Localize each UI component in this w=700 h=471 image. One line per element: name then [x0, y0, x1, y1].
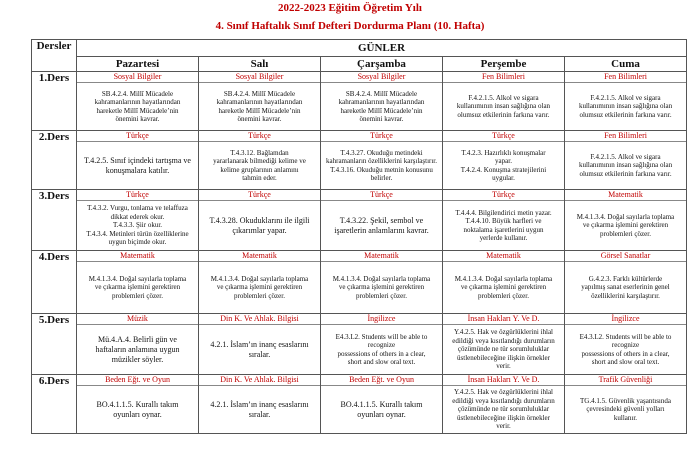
- page-title: 2022-2023 Eğitim Öğretim Yılı: [278, 2, 422, 14]
- day-header-carsamba: Çarşamba: [321, 57, 443, 72]
- lesson-cell: [565, 131, 687, 190]
- dersler-header: Dersler: [32, 40, 77, 72]
- lesson-cell: [321, 314, 443, 375]
- subject-name: Beden Eğt. ve Oyun: [77, 375, 198, 386]
- lesson-cell: [443, 314, 565, 375]
- objective-text: 4.2.1. İslam’ın inanç esaslarını sıralar.: [210, 399, 309, 419]
- day-header-pazartesi: Pazartesi: [77, 57, 199, 72]
- objective-text: T.4.3.2. Vurgu, tonlama ve telaffuza dikkat ederek okur. T.4.3.3. Şiir okur. T.4.3.4. Metinleri türün özelliklerine uygun biçimde okur.: [86, 204, 189, 247]
- objective-text: Y.4.2.5. Hak ve özgürlüklerini ihlal edildiği veya kısıtlandığı durumların çözümünde ne tür sorumluluklar üstlenebileceğine ilişkin örnekler verir.: [452, 328, 555, 371]
- subject-name: Türkçe: [443, 190, 564, 201]
- lesson-row: [32, 131, 687, 190]
- lesson-cell: [443, 131, 565, 190]
- objective-text: SB.4.2.4. Millî Mücadele kahramanlarının hayatlarından hareketle Millî Mücadele’nin önemini kavrar.: [338, 89, 425, 123]
- objective-text: Mü.4.A.4. Belirli gün ve haftaların anlamına uygun müzikler söyler.: [95, 334, 180, 364]
- subject-name: Sosyal Bilgiler: [77, 72, 198, 83]
- lesson-row: [32, 251, 687, 314]
- lesson-cell: [77, 190, 199, 251]
- lesson-cell: [321, 131, 443, 190]
- objective-text: T.4.2.5. Sınıf içindeki tartışma ve konuşmalara katılır.: [84, 155, 191, 175]
- objective-text: T.4.2.3. Hazırlıklı konuşmalar yapar. T.4.2.4. Konuşma stratejilerini uygular.: [460, 148, 547, 182]
- subject-name: Türkçe: [77, 131, 198, 142]
- lesson-label: 3.Ders: [32, 190, 77, 251]
- subject-name: İngilizce: [321, 314, 442, 325]
- objective-text: M.4.1.3.4. Doğal sayılarla toplama ve çıkarma işlemini gerektiren problemleri çözer.: [454, 274, 553, 300]
- lesson-cell: [443, 190, 565, 251]
- subject-name: Türkçe: [443, 131, 564, 142]
- subject-name: Matematik: [443, 251, 564, 262]
- subject-name: Din K. Ve Ahlak. Bilgisi: [199, 314, 320, 325]
- lesson-cell: [565, 375, 687, 434]
- lesson-cell: [199, 314, 321, 375]
- subject-name: Müzik: [77, 314, 198, 325]
- lesson-cell: [77, 375, 199, 434]
- plan-body: [32, 72, 687, 434]
- subject-name: Fen Bilimleri: [565, 72, 686, 83]
- lesson-label: 6.Ders: [32, 375, 77, 434]
- lesson-cell: [77, 314, 199, 375]
- subject-name: Sosyal Bilgiler: [199, 72, 320, 83]
- subject-name: Matematik: [199, 251, 320, 262]
- lesson-label: 4.Ders: [32, 251, 77, 314]
- lesson-cell: [321, 72, 443, 131]
- lesson-cell: [565, 72, 687, 131]
- lesson-cell: [321, 375, 443, 434]
- objective-text: 4.2.1. İslam’ın inanç esaslarını sıralar.: [210, 339, 309, 359]
- lesson-cell: [565, 251, 687, 314]
- objective-text: F.4.2.1.5. Alkol ve sigara kullanımının insan sağlığına olan olumsuz etkilerinin farkına varır.: [456, 93, 551, 119]
- objective-text: M.4.1.3.4. Doğal sayılarla toplama ve çıkarma işlemini gerektiren problemleri çözer.: [576, 212, 675, 238]
- lesson-cell: [77, 131, 199, 190]
- objective-text: M.4.1.3.4. Doğal sayılarla toplama ve çıkarma işlemini gerektiren problemleri çözer.: [332, 274, 431, 300]
- lesson-cell: [565, 314, 687, 375]
- day-header-sali: Salı: [199, 57, 321, 72]
- objective-text: SB.4.2.4. Millî Mücadele kahramanlarının hayatlarından hareketle Millî Mücadele’nin önemini kavrar.: [216, 89, 303, 123]
- lesson-cell: [443, 375, 565, 434]
- lesson-label: 2.Ders: [32, 131, 77, 190]
- subject-name: İnsan Hakları Y. Ve D.: [443, 375, 564, 386]
- subject-name: Fen Bilimleri: [565, 131, 686, 142]
- subject-name: Türkçe: [77, 190, 198, 201]
- lesson-cell: [321, 190, 443, 251]
- subject-name: Türkçe: [199, 190, 320, 201]
- lesson-cell: [199, 190, 321, 251]
- lesson-row: [32, 72, 687, 131]
- subject-name: Fen Bilimleri: [443, 72, 564, 83]
- subject-name: Beden Eğt. ve Oyun: [321, 375, 442, 386]
- lesson-cell: [199, 375, 321, 434]
- gunler-header: GÜNLER: [77, 40, 687, 57]
- subject-name: Matematik: [565, 190, 686, 201]
- lesson-cell: [199, 251, 321, 314]
- lesson-label: 5.Ders: [32, 314, 77, 375]
- lesson-cell: [77, 72, 199, 131]
- objective-text: SB.4.2.4. Millî Mücadele kahramanlarının hayatlarından hareketle Millî Mücadele’nin önemini kavrar.: [94, 89, 181, 123]
- lesson-cell: [443, 72, 565, 131]
- objective-text: TG.4.1.5. Güvenlik yaşantısında çevresindeki güvenli yolları kullanır.: [580, 396, 671, 422]
- objective-text: E4.3.L2. Students will be able to recognize possessions of others in a clear, short and slow oral text.: [579, 332, 672, 366]
- subject-name: İnsan Hakları Y. Ve D.: [443, 314, 564, 325]
- subject-name: Matematik: [77, 251, 198, 262]
- lesson-cell: [199, 72, 321, 131]
- objective-text: T.4.4.4. Bilgilendirici metin yazar. T.4.4.10. Büyük harfleri ve noktalama işaretlerini uygun yerlerde kullanır.: [455, 208, 552, 242]
- objective-text: E4.3.L2. Students will be able to recognize possessions of others in a clear, short and slow oral text.: [335, 332, 428, 366]
- objective-text: M.4.1.3.4. Doğal sayılarla toplama ve çıkarma işlemini gerektiren problemleri çözer.: [88, 274, 187, 300]
- subject-name: Görsel Sanatlar: [565, 251, 686, 262]
- lesson-cell: [77, 251, 199, 314]
- objective-text: BO.4.1.1.5. Kurallı takım oyunları oynar.: [340, 399, 423, 419]
- weekly-plan-table: [31, 39, 687, 434]
- subject-name: İngilizce: [565, 314, 686, 325]
- subject-name: Sosyal Bilgiler: [321, 72, 442, 83]
- objective-text: Y.4.2.5. Hak ve özgürlüklerini ihlal edildiği veya kısıtlandığı durumların çözümünde ne tür sorumluluklar üstlenebileceğine ilişkin örnekler verir.: [452, 388, 555, 431]
- subject-name: Türkçe: [321, 131, 442, 142]
- objective-text: BO.4.1.1.5. Kurallı takım oyunları oynar.: [96, 399, 179, 419]
- lesson-row: [32, 375, 687, 434]
- subject-name: Din K. Ve Ahlak. Bilgisi: [199, 375, 320, 386]
- objective-text: T.4.3.12. Bağlamdan yararlanarak bilmediği kelime ve kelime gruplarının anlamını tahmin eder.: [213, 148, 306, 182]
- subject-name: Matematik: [321, 251, 442, 262]
- lesson-label: 1.Ders: [32, 72, 77, 131]
- objective-text: F.4.2.1.5. Alkol ve sigara kullanımının insan sağlığına olan olumsuz etkilerinin farkına varır.: [578, 93, 673, 119]
- lesson-row: [32, 314, 687, 375]
- objective-text: T.4.3.28. Okuduklarını ile ilgili çıkarımlar yapar.: [209, 215, 310, 235]
- subject-name: Türkçe: [321, 190, 442, 201]
- lesson-cell: [199, 131, 321, 190]
- objective-text: M.4.1.3.4. Doğal sayılarla toplama ve çıkarma işlemini gerektiren problemleri çözer.: [210, 274, 309, 300]
- subject-name: Türkçe: [199, 131, 320, 142]
- objective-text: G.4.2.3. Farklı kültürlerde yapılmış sanat eserlerinin genel özelliklerini karşılaştırır.: [581, 274, 670, 300]
- lesson-row: [32, 190, 687, 251]
- subject-name: Trafik Güvenliği: [565, 375, 686, 386]
- lesson-cell: [443, 251, 565, 314]
- objective-text: T.4.3.27. Okuduğu metindeki kahramanların özelliklerini karşılaştırır. T.4.3.16. Okuduğu metnin konusunu belirler.: [326, 148, 437, 182]
- page-subtitle: 4. Sınıf Haftalık Sınıf Defteri Dordurma Planı (10. Hafta): [215, 20, 485, 32]
- lesson-cell: [565, 190, 687, 251]
- objective-text: T.4.3.22. Şekil, sembol ve işaretlerin anlamlarını kavrar.: [334, 215, 429, 235]
- day-header-persembe: Perşembe: [443, 57, 565, 72]
- objective-text: F.4.2.1.5. Alkol ve sigara kullanımının insan sağlığına olan olumsuz etkilerinin farkına varır.: [578, 152, 673, 178]
- lesson-cell: [321, 251, 443, 314]
- day-header-cuma: Cuma: [565, 57, 687, 72]
